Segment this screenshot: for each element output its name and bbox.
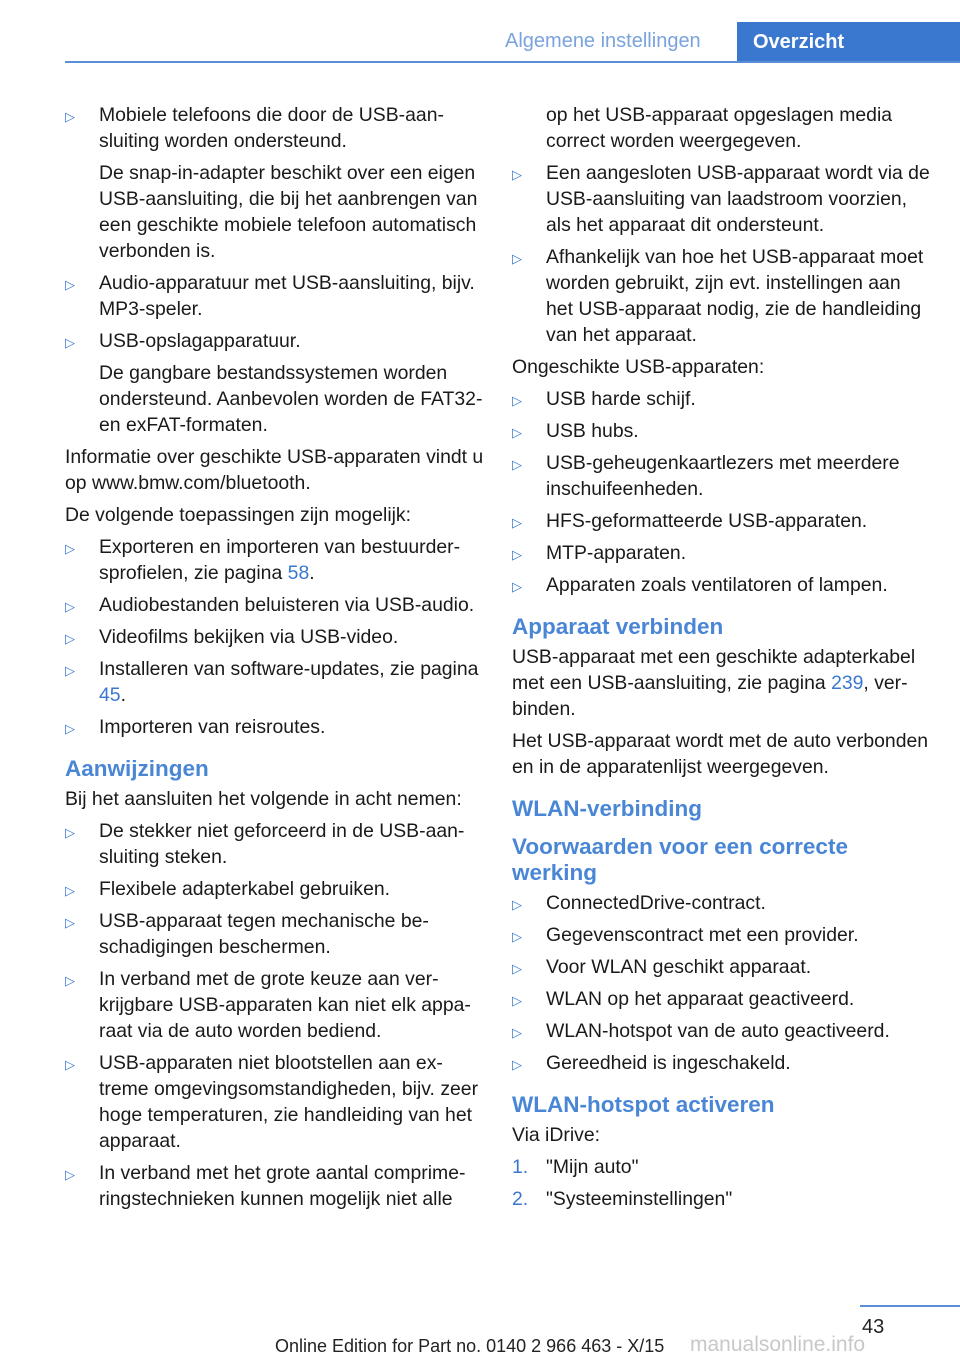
bullet-triangle-icon: ▷ bbox=[512, 515, 522, 530]
list-item bbox=[65, 714, 485, 740]
list-item bbox=[65, 908, 485, 960]
list-item bbox=[65, 328, 485, 438]
page-link[interactable]: 239 bbox=[831, 672, 864, 694]
page-number: 43 bbox=[862, 1316, 885, 1338]
item-text: De stekker niet geforceerd in de USB-aansluiting steken. bbox=[99, 820, 465, 868]
list-item bbox=[65, 656, 485, 708]
item-text: Voor WLAN geschikt apparaat. bbox=[546, 956, 812, 978]
bullet-triangle-icon: ▷ bbox=[65, 825, 75, 840]
section-title: Algemene instellingen bbox=[505, 30, 701, 52]
list-item bbox=[512, 986, 932, 1012]
heading-wlan: WLAN-verbinding bbox=[512, 796, 702, 821]
paragraph: Ongeschikte USB-apparaten: bbox=[512, 356, 765, 378]
chapter-tab: Overzicht bbox=[737, 22, 960, 62]
list-item bbox=[512, 1050, 932, 1076]
heading-notes: Aanwijzingen bbox=[65, 756, 209, 781]
header-divider bbox=[65, 61, 960, 63]
list-item bbox=[512, 160, 932, 238]
footer-divider bbox=[860, 1305, 960, 1307]
paragraph-text-part: , verbinden. bbox=[512, 672, 908, 720]
item-text: Een aangesloten USB-apparaat wordt via de USB-aansluiting van laadstroom voorzien, als het apparaat dit ondersteunt. bbox=[546, 162, 930, 236]
bullet-triangle-icon: ▷ bbox=[512, 929, 522, 944]
list-item bbox=[512, 922, 932, 948]
item-text: Afhankelijk van hoe het USB-apparaat moet worden gebruikt, zijn evt. instellingen aan het USB-apparaat nodig, zie de handleiding van het apparaat. bbox=[546, 246, 924, 346]
item-text: WLAN-hotspot van de auto geactiveerd. bbox=[546, 1020, 890, 1042]
bullet-triangle-icon: ▷ bbox=[65, 277, 75, 292]
paragraph: Via iDrive: bbox=[512, 1124, 601, 1146]
item-text: In verband met het grote aantal comprimeringstechnieken kunnen mogelijk niet alle bbox=[99, 1162, 466, 1210]
item-text: USB-opslagapparatuur. bbox=[99, 330, 301, 352]
item-text: De snap-in-adapter beschikt over een eigen USB-aansluiting, die bij het aanbrengen van een geschikte mobiele telefoon automatisch verbonden is. bbox=[99, 162, 478, 262]
item-text-part: . bbox=[120, 684, 126, 706]
list-item bbox=[512, 890, 932, 916]
continued-text: op het USB-apparaat opgeslagen media correct worden weergegeven. bbox=[546, 104, 893, 152]
item-text-part: . bbox=[309, 562, 315, 584]
numbered-step bbox=[512, 1186, 932, 1212]
bullet-triangle-icon: ▷ bbox=[512, 1025, 522, 1040]
left-column bbox=[65, 102, 485, 1218]
heading-connect-device: Apparaat verbinden bbox=[512, 614, 724, 639]
paragraph-text-part: USB-apparaat met een geschikte adapterkabel met een USB-aansluiting, zie pagina bbox=[512, 646, 916, 694]
item-text: Mobiele telefoons die door de USB-aansluiting worden ondersteund. bbox=[99, 104, 444, 152]
page-link[interactable]: 45 bbox=[99, 684, 121, 706]
bullet-triangle-icon: ▷ bbox=[65, 721, 75, 736]
bullet-triangle-icon: ▷ bbox=[65, 1167, 75, 1182]
list-item bbox=[512, 244, 932, 348]
page-header bbox=[0, 0, 960, 62]
paragraph: Het USB-apparaat wordt met de auto verbonden en in de apparatenlijst weergegeven. bbox=[512, 730, 929, 778]
item-text-part: Installeren van software-updates, zie pagina bbox=[99, 658, 479, 680]
item-text: USB-apparaten niet blootstellen aan extreme omgevingsomstandigheden, bijv. zeer hoge temperaturen, zie handleiding van het apparaat. bbox=[99, 1052, 479, 1152]
list-item bbox=[512, 450, 932, 502]
bullet-triangle-icon: ▷ bbox=[512, 457, 522, 472]
paragraph bbox=[512, 644, 932, 722]
list-item bbox=[512, 540, 932, 566]
list-item bbox=[65, 592, 485, 618]
paragraph: Bij het aansluiten het volgende in acht nemen: bbox=[65, 788, 462, 810]
bullet-triangle-icon: ▷ bbox=[512, 425, 522, 440]
bullet-triangle-icon: ▷ bbox=[65, 335, 75, 350]
item-text: HFS-geformatteerde USB-apparaten. bbox=[546, 510, 868, 532]
item-text: USB-apparaat tegen mechanische beschadigingen beschermen. bbox=[99, 910, 429, 958]
step-text: "Mijn auto" bbox=[546, 1156, 639, 1178]
list-item bbox=[512, 386, 932, 412]
item-text: Apparaten zoals ventilatoren of lampen. bbox=[546, 574, 888, 596]
bullet-triangle-icon: ▷ bbox=[65, 599, 75, 614]
bullet-triangle-icon: ▷ bbox=[65, 973, 75, 988]
bullet-triangle-icon: ▷ bbox=[512, 393, 522, 408]
bullet-triangle-icon: ▷ bbox=[512, 993, 522, 1008]
bullet-triangle-icon: ▷ bbox=[512, 251, 522, 266]
list-item bbox=[65, 1160, 485, 1212]
list-item bbox=[65, 1050, 485, 1154]
item-text: Flexibele adapterkabel gebruiken. bbox=[99, 878, 391, 900]
item-text bbox=[99, 534, 485, 586]
list-item bbox=[512, 418, 932, 444]
item-text: De gangbare bestandssystemen worden ondersteund. Aanbevolen worden de FAT32- en exFAT-formaten. bbox=[99, 362, 483, 436]
item-text: Audio-apparatuur met USB-aansluiting, bijv. MP3-speler. bbox=[99, 272, 475, 320]
paragraph: Informatie over geschikte USB-apparaten vindt u op www.bmw.com/bluetooth. bbox=[65, 446, 484, 494]
step-number: 1. bbox=[512, 1156, 529, 1178]
item-text: USB-geheugenkaartlezers met meerdere inschuifeenheden. bbox=[546, 452, 900, 500]
list-item bbox=[65, 966, 485, 1044]
bullet-triangle-icon: ▷ bbox=[512, 547, 522, 562]
list-item bbox=[512, 508, 932, 534]
heading-activate-hotspot: WLAN-hotspot activeren bbox=[512, 1092, 775, 1117]
item-text: Gereedheid is ingeschakeld. bbox=[546, 1052, 791, 1074]
bullet-triangle-icon: ▷ bbox=[512, 167, 522, 182]
list-item bbox=[512, 572, 932, 598]
list-item bbox=[65, 102, 485, 264]
step-text: "Systeeminstellingen" bbox=[546, 1188, 733, 1210]
bullet-triangle-icon: ▷ bbox=[65, 663, 75, 678]
list-item bbox=[65, 876, 485, 902]
numbered-step bbox=[512, 1154, 932, 1180]
list-item bbox=[65, 534, 485, 586]
page-link[interactable]: 58 bbox=[287, 562, 310, 584]
list-item bbox=[65, 818, 485, 870]
list-item bbox=[65, 270, 485, 322]
list-item bbox=[512, 1018, 932, 1044]
bullet-triangle-icon: ▷ bbox=[65, 631, 75, 646]
item-text: MTP-apparaten. bbox=[546, 542, 687, 564]
edition-text: Online Edition for Part no. 0140 2 966 463 - X/15 bbox=[275, 1336, 665, 1356]
bullet-triangle-icon: ▷ bbox=[65, 109, 75, 124]
right-column bbox=[512, 102, 932, 1218]
step-number: 2. bbox=[512, 1188, 529, 1210]
bullet-triangle-icon: ▷ bbox=[65, 915, 75, 930]
item-text: Audiobestanden beluisteren via USB-audio. bbox=[99, 594, 475, 616]
bullet-triangle-icon: ▷ bbox=[512, 579, 522, 594]
item-text-part: Exporteren en importeren van bestuurdersprofielen, zie pagina bbox=[99, 536, 461, 584]
bullet-triangle-icon: ▷ bbox=[512, 1057, 522, 1072]
item-text: WLAN op het apparaat geactiveerd. bbox=[546, 988, 855, 1010]
item-text bbox=[99, 656, 485, 708]
bullet-triangle-icon: ▷ bbox=[65, 541, 75, 556]
bullet-triangle-icon: ▷ bbox=[65, 1057, 75, 1072]
item-text: USB hubs. bbox=[546, 420, 639, 442]
bullet-triangle-icon: ▷ bbox=[512, 897, 522, 912]
list-item bbox=[512, 954, 932, 980]
item-text: Gegevenscontract met een provider. bbox=[546, 924, 859, 946]
item-text: In verband met de grote keuze aan verkrijgbare USB-apparaten kan niet elk apparaat via de auto worden bediend. bbox=[99, 968, 471, 1042]
item-text: Importeren van reisroutes. bbox=[99, 716, 326, 738]
watermark: manualsonline.info bbox=[690, 1333, 866, 1356]
item-text: ConnectedDrive-contract. bbox=[546, 892, 766, 914]
bullet-triangle-icon: ▷ bbox=[65, 883, 75, 898]
paragraph: De volgende toepassingen zijn mogelijk: bbox=[65, 504, 412, 526]
bullet-triangle-icon: ▷ bbox=[512, 961, 522, 976]
item-text: USB harde schijf. bbox=[546, 388, 696, 410]
heading-prerequisites: Voorwaarden voor een correcte werking bbox=[512, 834, 848, 885]
item-text: Videofilms bekijken via USB-video. bbox=[99, 626, 399, 648]
list-item bbox=[65, 624, 485, 650]
